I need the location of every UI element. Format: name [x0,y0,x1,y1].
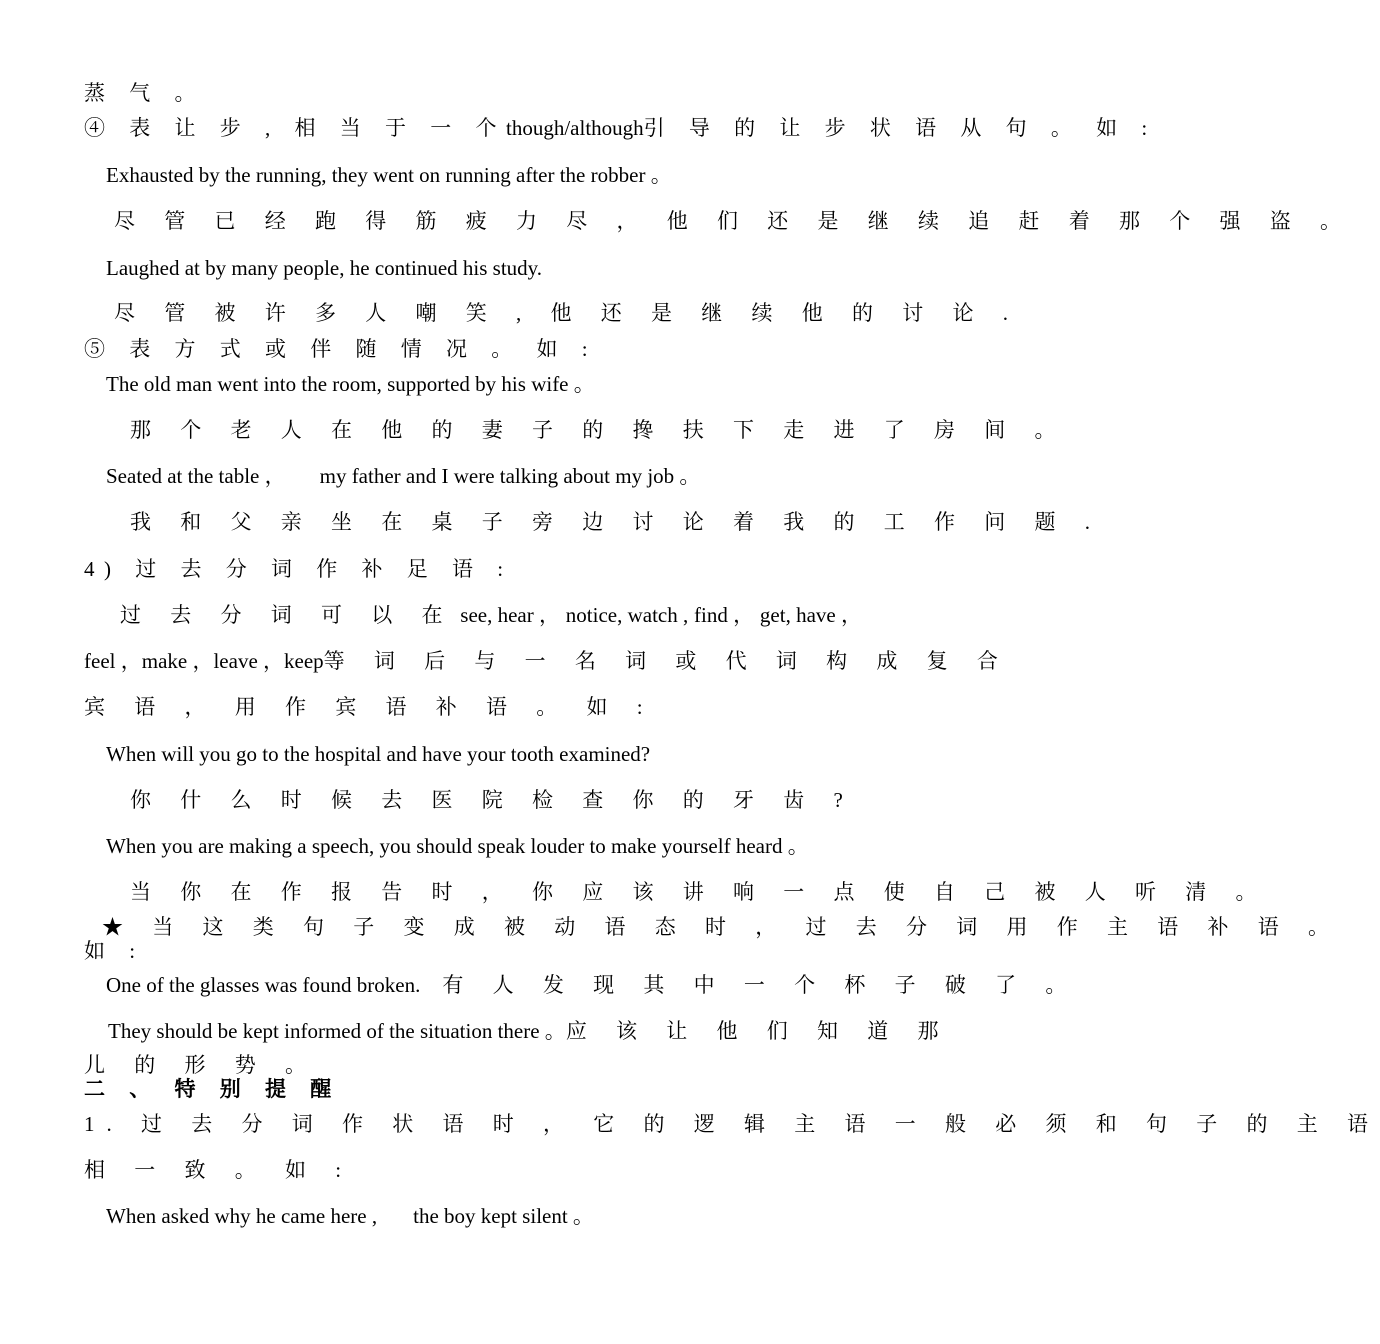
text-segment: They should be kept informed of the situation there 。 [108,1019,566,1043]
text-line: 1. 过 去 分 词 作 状 语 时 ， 它 的 逻 辑 主 语 一 般 必 须 和 句 子 的 主 语 [84,1112,1380,1136]
text-segment: 过 去 分 词 可 以 在 [120,603,455,627]
example-sentence: The old man went into the room, supported by his wife 。 [106,372,595,396]
example-sentence: Laughed at by many people, he continued his study. [106,256,543,280]
text-segment: feel ， [84,649,142,673]
text-segment: make ， [141,649,214,673]
translation-line: 尽 管 已 经 跑 得 筋 疲 力 尽 ， 他 们 还 是 继 续 追 赶 着 那 个 强 盗 。 [114,209,1353,233]
example-sentence: Exhausted by the running, they went on running after the robber 。 [106,163,672,187]
text-segment: leave ， [213,649,285,673]
text-line: 蒸 气 。 [84,81,205,105]
example-sentence [106,1203,862,1229]
example-sentence [106,972,1079,998]
note-line: ★ 当 这 类 句 子 变 成 被 动 语 态 时 ， 过 去 分 词 用 作 主 语 补 语 。 [102,915,1341,939]
text-line [84,115,1157,141]
text-line [84,648,1010,674]
text-line: 儿 的 形 势 。 [84,1053,318,1077]
text-line: 相 一 致 。 如 : [84,1158,354,1182]
section-heading: 4) 过 去 分 词 作 补 足 语 : [84,557,513,581]
text-line: ⑤ 表 方 式 或 伴 随 情 况 。 如 : [84,337,598,361]
text-segment: 应 该 让 他 们 知 道 那 [565,1019,951,1043]
text-segment: notice, watch , [565,603,689,627]
text-segment: Seated at the table ， [106,464,286,488]
text-segment: One of the glasses was found broken. [106,973,421,997]
text-segment: 有 人 发 现 其 中 一 个 杯 子 破 了 。 [442,973,1079,997]
translation-line: 那 个 老 人 在 他 的 妻 子 的 搀 扶 下 走 进 了 房 间 。 [130,418,1068,442]
text-segment: ④ 表 让 步 , 相 当 于 一 个 [84,116,506,140]
text-segment: though/although [506,116,644,140]
translation-line: 我 和 父 亲 坐 在 桌 子 旁 边 讨 论 着 我 的 工 作 问 题 . [130,510,1102,534]
text-line [120,602,862,628]
text-segment: the boy kept silent 。 [413,1204,594,1228]
translation-line: 当 你 在 作 报 告 时 ， 你 应 该 讲 响 一 点 使 自 己 被 人 听 清 。 [130,880,1269,904]
text-segment: keep等 词 后 与 一 名 词 或 代 词 构 成 复 合 [284,649,1010,673]
translation-line: 尽 管 被 许 多 人 嘲 笑 , 他 还 是 继 续 他 的 讨 论 . [114,301,1020,325]
example-sentence: When will you go to the hospital and have your tooth examined? [106,742,651,766]
example-sentence [106,463,862,489]
text-segment: When asked why he came here , [106,1204,378,1228]
text-line: 如 : [84,939,145,963]
text-line: 宾 语 ， 用 作 宾 语 补 语 。 如 : [84,695,655,719]
text-segment: get, have ， [759,603,862,627]
text-segment: see, hear ， [460,603,560,627]
translation-line: 你 什 么 时 候 去 医 院 检 查 你 的 牙 齿 ? [130,788,855,812]
text-segment: find ， [694,603,755,627]
text-segment: my father and I were talking about my job 。 [319,464,701,488]
example-sentence: When you are making a speech, you should speak louder to make yourself heard 。 [106,834,809,858]
text-segment: 引 导 的 让 步 状 语 从 句 。 如 : [643,116,1157,140]
section-heading: 二 、 特 别 提 醒 [84,1077,341,1101]
example-sentence [108,1018,951,1044]
